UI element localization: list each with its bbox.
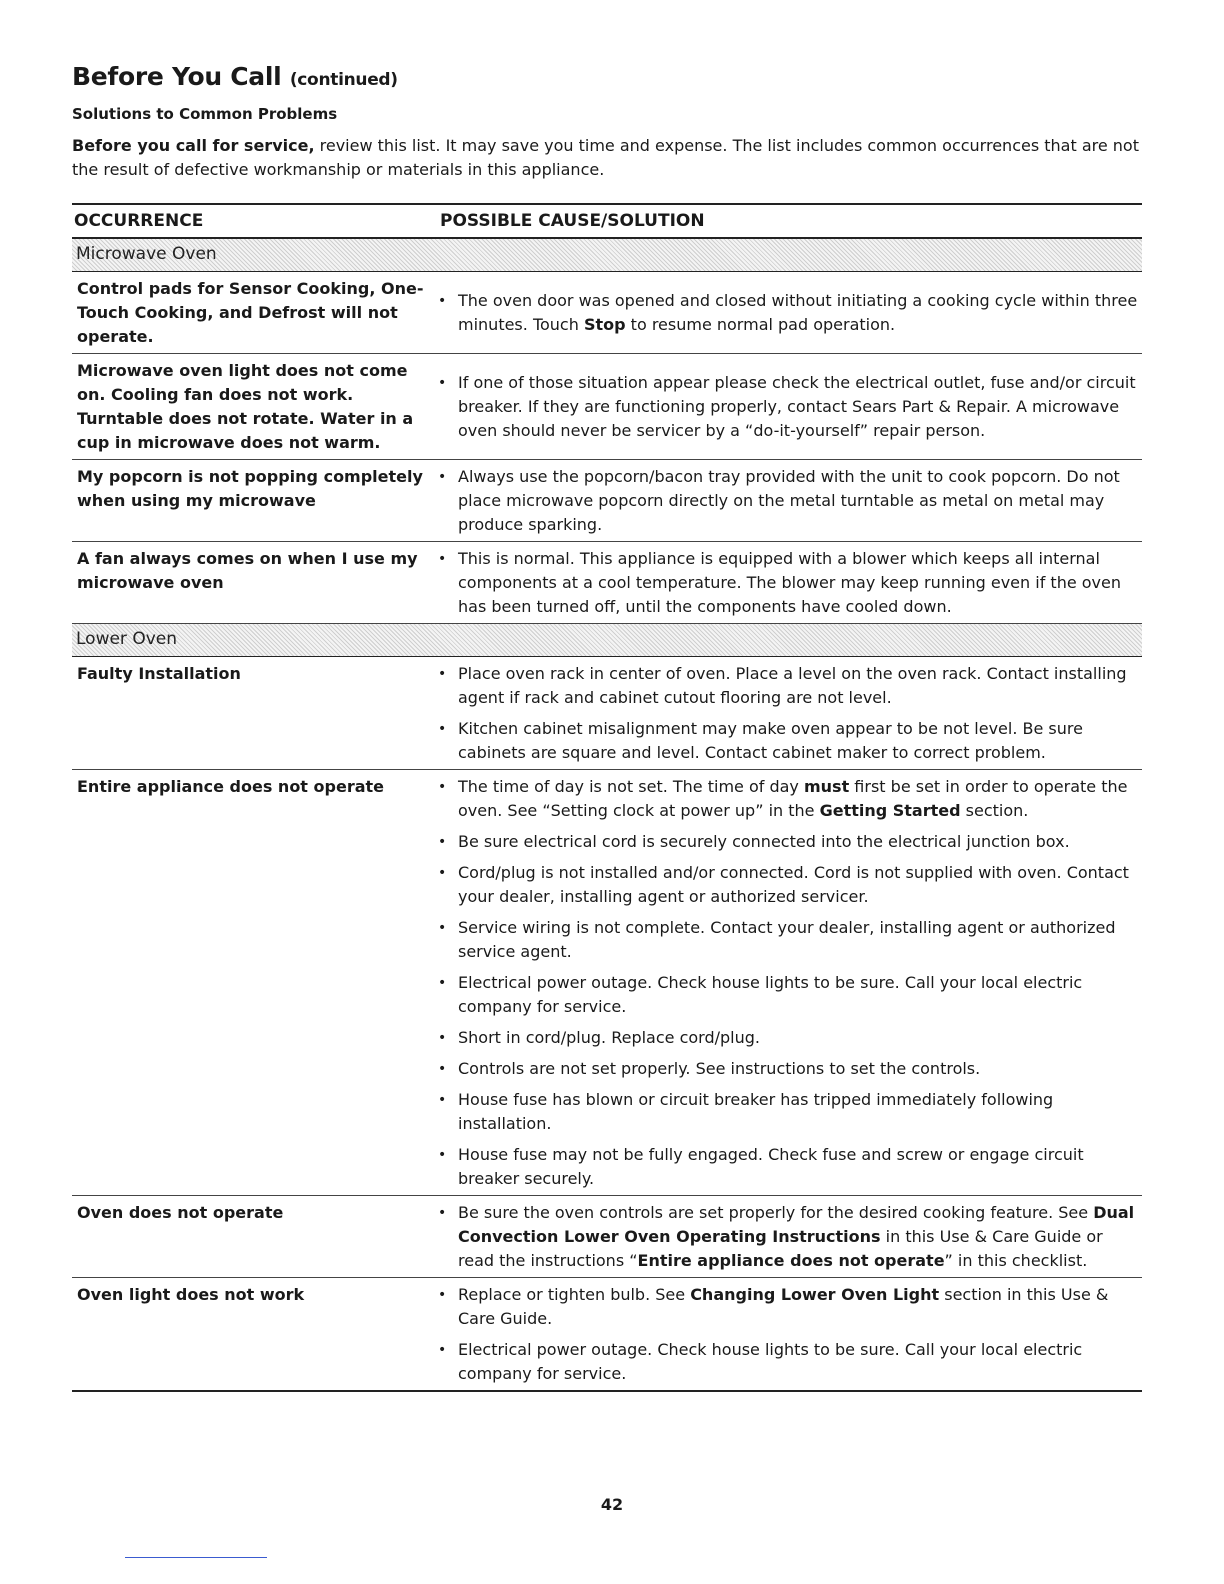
solution-item	[438, 1088, 1142, 1136]
solution-item	[438, 1026, 1142, 1050]
solution-fragment: House fuse may not be fully engaged. Check fuse and screw or engage circuit breaker securely.	[458, 1145, 1084, 1188]
solution-fragment: first be set in order to operate the oven. See “Setting clock at power up” in the	[458, 777, 1128, 820]
solution-text	[458, 1201, 1142, 1273]
section-header	[72, 239, 1142, 272]
solution-item	[438, 1201, 1142, 1273]
solution-item	[438, 1143, 1142, 1191]
solution-item	[438, 662, 1142, 710]
bullet-icon: •	[438, 779, 447, 795]
bullet-icon: •	[438, 1030, 447, 1046]
bullet-icon: •	[438, 1342, 447, 1358]
intro-bold: Before you call for service,	[72, 136, 315, 155]
occurrence-cell: Entire appliance does not operate	[77, 777, 385, 796]
title-suffix: (continued)	[289, 70, 398, 90]
bullet-icon: •	[438, 975, 447, 991]
solution-text	[458, 662, 1142, 710]
solution-fragment: Kitchen cabinet misalignment may make oven appear to be not level. Be sure cabinets are square and level. Contact cabinet maker to correct problem.	[458, 719, 1083, 762]
solution-emphasis: Entire appliance does not operate	[637, 1251, 945, 1270]
solution-cell	[438, 547, 1142, 619]
solution-item	[438, 971, 1142, 1019]
intro-text: review this list. It may save you time and expense. The list includes common occurrences that are not the result of defective workmanship or materials in this appliance.	[72, 136, 1139, 179]
solution-emphasis: Getting Started	[819, 801, 961, 820]
bullet-icon: •	[438, 1147, 447, 1163]
solution-fragment: in this Use & Care Guide or read the instructions “	[458, 1227, 1103, 1270]
solution-fragment: The time of day is not set. The time of day	[458, 777, 804, 796]
solution-text	[458, 861, 1142, 909]
solution-text	[458, 289, 1142, 337]
solution-emphasis: Dual Convection Lower Oven Operating Instructions	[458, 1203, 1135, 1246]
solution-text	[458, 971, 1142, 1019]
bullet-icon: •	[438, 293, 447, 309]
bullet-icon: •	[438, 834, 447, 850]
solution-item	[438, 289, 1142, 337]
table-row	[72, 770, 1142, 1196]
solution-text	[458, 1338, 1142, 1386]
solution-text	[458, 1026, 1142, 1050]
solution-item	[438, 717, 1142, 765]
bullet-icon: •	[438, 920, 447, 936]
table-row	[72, 272, 1142, 354]
solution-fragment: Controls are not set properly. See instructions to set the controls.	[458, 1059, 981, 1078]
occurrence-cell: Microwave oven light does not come on. Cooling fan does not work. Turntable does not rotate. Water in a cup in microwave does not warm.	[77, 361, 414, 452]
solution-fragment: This is normal. This appliance is equipped with a blower which keeps all internal components at a cool temperature. The blower may keep running even if the oven has been turned off, until the components have cooled down.	[458, 549, 1121, 616]
table-body	[72, 239, 1142, 1392]
solution-text	[458, 775, 1142, 823]
table-row	[72, 1278, 1142, 1392]
section-label: Microwave Oven	[76, 244, 217, 264]
table-row	[72, 460, 1142, 542]
occurrence-cell: Oven does not operate	[77, 1203, 284, 1222]
solution-fragment: to resume normal pad operation.	[625, 315, 896, 334]
solution-item	[438, 547, 1142, 619]
solution-item	[438, 1057, 1142, 1081]
solution-text	[458, 1088, 1142, 1136]
solution-cell	[438, 289, 1142, 337]
solution-fragment: Always use the popcorn/bacon tray provided with the unit to cook popcorn. Do not place microwave popcorn directly on the metal turntable as metal on metal may produce sparking.	[458, 467, 1120, 534]
solution-emphasis: must	[803, 777, 850, 796]
bullet-icon: •	[438, 375, 447, 391]
page-subtitle: Solutions to Common Problems	[72, 105, 338, 123]
solution-fragment: section.	[960, 801, 1029, 820]
solution-text	[458, 1283, 1142, 1331]
solution-item	[438, 830, 1142, 854]
solution-cell	[438, 775, 1142, 1191]
table-header	[72, 205, 1142, 239]
bullet-icon: •	[438, 721, 447, 737]
solution-fragment: Electrical power outage. Check house lights to be sure. Call your local electric company for service.	[458, 973, 1083, 1016]
solution-fragment: Service wiring is not complete. Contact your dealer, installing agent or authorized service agent.	[458, 918, 1116, 961]
bullet-icon: •	[438, 666, 447, 682]
solution-text	[458, 1143, 1142, 1191]
solution-emphasis: Stop	[583, 315, 626, 334]
table-row	[72, 542, 1142, 624]
occurrence-cell: Oven light does not work	[77, 1285, 305, 1304]
solution-text	[458, 1057, 1142, 1081]
solution-fragment: Cord/plug is not installed and/or connected. Cord is not supplied with oven. Contact your dealer, installing agent or authorized servicer.	[458, 863, 1129, 906]
intro-paragraph	[72, 134, 1147, 182]
bullet-icon: •	[438, 469, 447, 485]
table-row	[72, 657, 1142, 770]
solution-fragment: Replace or tighten bulb. See	[458, 1285, 691, 1304]
bullet-icon: •	[438, 1287, 447, 1303]
solution-item	[438, 916, 1142, 964]
solution-fragment: Be sure the oven controls are set properly for the desired cooking feature. See	[458, 1203, 1094, 1222]
occurrence-column-header: OCCURRENCE	[74, 211, 204, 231]
solution-fragment: ” in this checklist.	[944, 1251, 1088, 1270]
solution-text	[458, 916, 1142, 964]
solution-fragment: Electrical power outage. Check house lights to be sure. Call your local electric company for service.	[458, 1340, 1083, 1383]
solution-emphasis: Changing Lower Oven Light	[690, 1285, 940, 1304]
footer-link-underline	[125, 1557, 267, 1558]
section-header	[72, 624, 1142, 657]
solution-item	[438, 1283, 1142, 1331]
title-text: Before You Call	[72, 62, 282, 91]
solution-cell	[438, 1283, 1142, 1386]
bullet-icon: •	[438, 1092, 447, 1108]
solution-fragment: Place oven rack in center of oven. Place a level on the oven rack. Contact installing agent if rack and cabinet cutout flooring are not level.	[458, 664, 1127, 707]
solution-text	[458, 547, 1142, 619]
solution-item	[438, 465, 1142, 537]
occurrence-cell: Faulty Installation	[77, 664, 241, 683]
solution-fragment: House fuse has blown or circuit breaker has tripped immediately following installation.	[458, 1090, 1054, 1133]
solution-cell	[438, 1201, 1142, 1273]
bullet-icon: •	[438, 1061, 447, 1077]
solution-cell	[438, 465, 1142, 537]
occurrence-cell: Control pads for Sensor Cooking, One-Touch Cooking, and Defrost will not operate.	[77, 279, 424, 346]
solution-cell	[438, 371, 1142, 443]
troubleshooting-table	[72, 203, 1142, 1392]
solution-text	[458, 830, 1142, 854]
page-title	[72, 62, 398, 91]
bullet-icon: •	[438, 551, 447, 567]
section-label: Lower Oven	[76, 629, 178, 649]
bullet-icon: •	[438, 865, 447, 881]
occurrence-cell: A fan always comes on when I use my microwave oven	[77, 549, 418, 592]
table-row	[72, 1196, 1142, 1278]
table-row	[72, 354, 1142, 460]
page-number: 42	[600, 1495, 624, 1514]
solution-fragment: The oven door was opened and closed without initiating a cooking cycle within three minutes. Touch	[458, 291, 1138, 334]
solution-fragment: If one of those situation appear please check the electrical outlet, fuse and/or circuit breaker. If they are functioning properly, contact Sears Part & Repair. A microwave oven should never be servicer by a “do-it-yourself” repair person.	[458, 373, 1136, 440]
solution-item	[438, 861, 1142, 909]
solution-item	[438, 775, 1142, 823]
solution-column-header: POSSIBLE CAUSE/SOLUTION	[440, 211, 705, 231]
solution-fragment: Short in cord/plug. Replace cord/plug.	[458, 1028, 760, 1047]
bullet-icon: •	[438, 1205, 447, 1221]
solution-text	[458, 717, 1142, 765]
solution-cell	[438, 662, 1142, 765]
solution-item	[438, 1338, 1142, 1386]
occurrence-cell: My popcorn is not popping completely when using my microwave	[77, 467, 423, 510]
solution-fragment: section in this Use & Care Guide.	[458, 1285, 1109, 1328]
solution-item	[438, 371, 1142, 443]
solution-text	[458, 371, 1142, 443]
solution-fragment: Be sure electrical cord is securely connected into the electrical junction box.	[458, 832, 1070, 851]
solution-text	[458, 465, 1142, 537]
